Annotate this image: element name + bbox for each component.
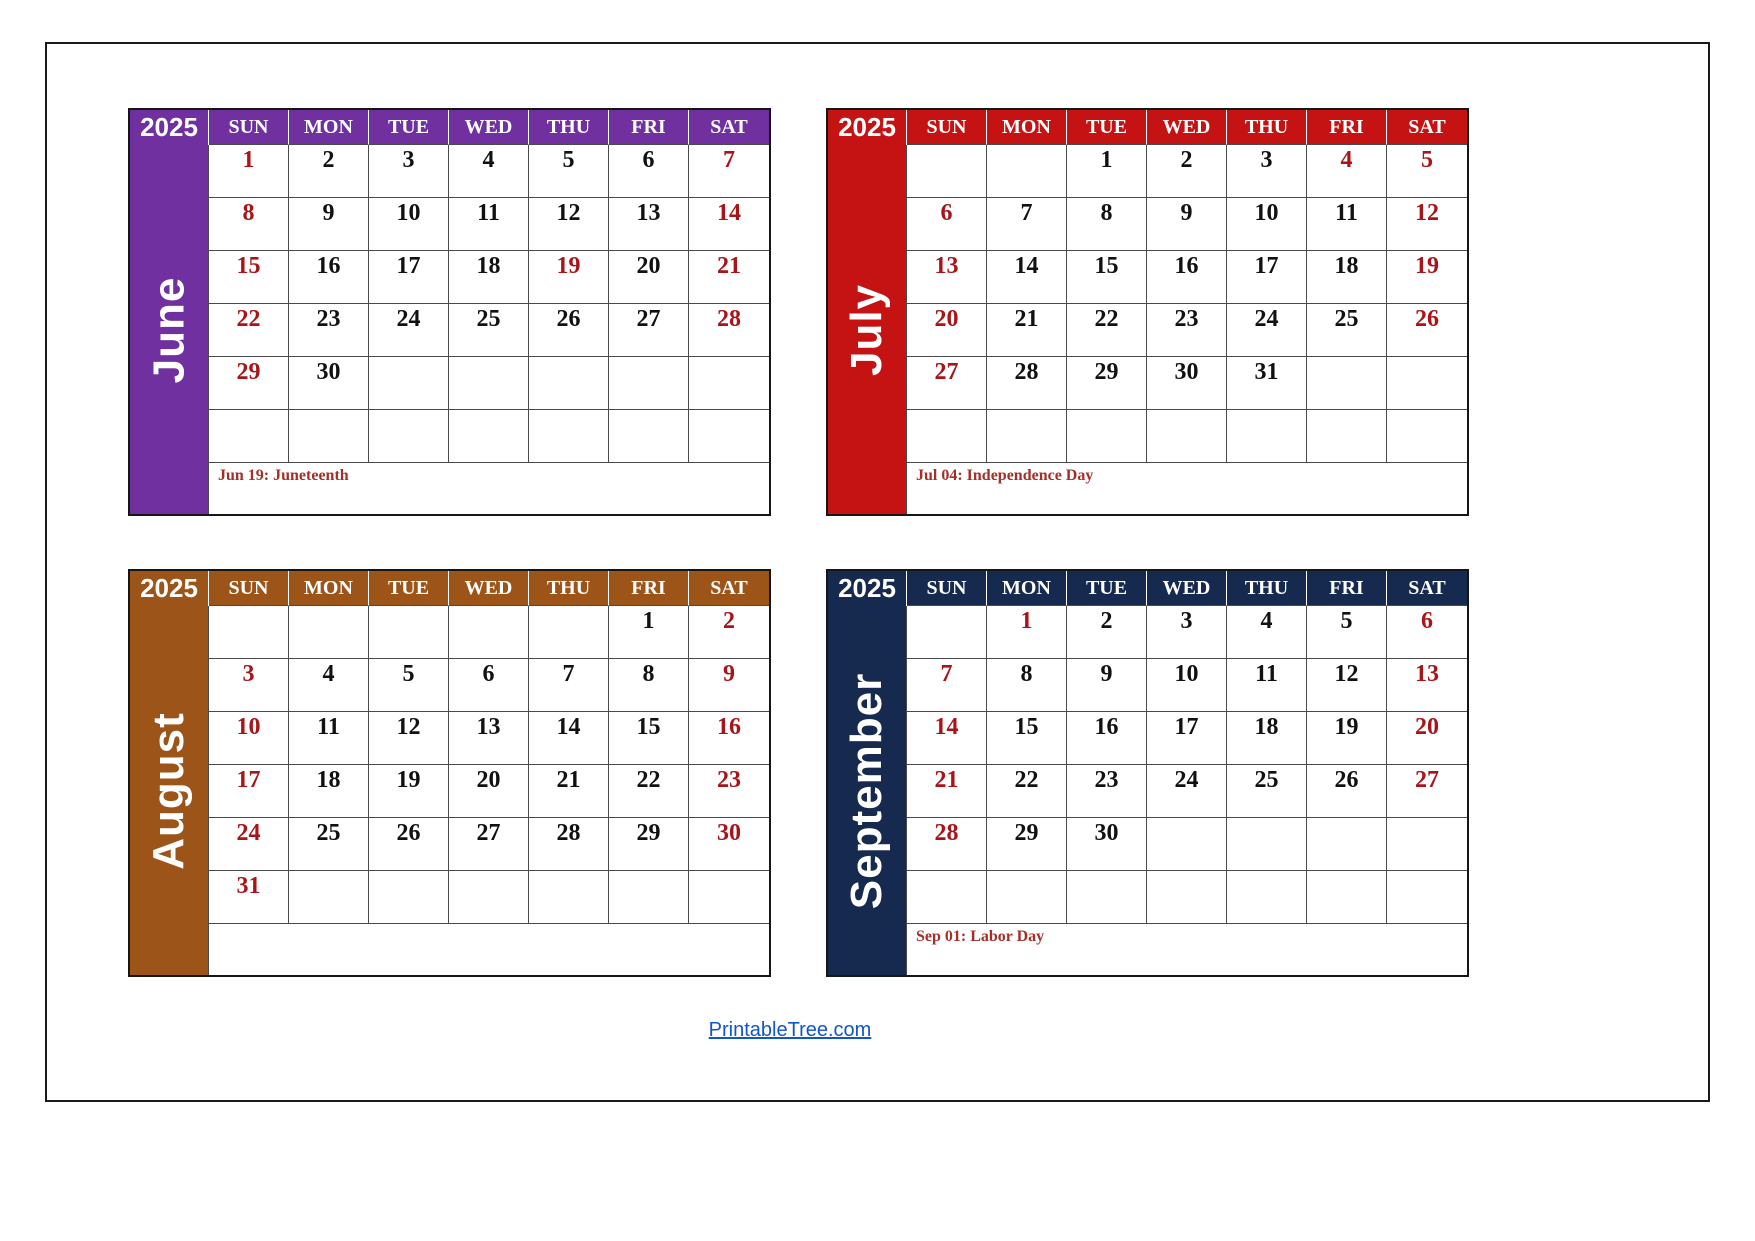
date-cell — [1067, 410, 1147, 463]
date-cell: 14 — [529, 712, 609, 765]
day-header-fri: FRI — [609, 110, 689, 145]
date-cell — [987, 145, 1067, 198]
date-cell: 18 — [289, 765, 369, 818]
calendar-july — [826, 108, 1469, 516]
day-header-sun: SUN — [907, 110, 987, 145]
day-header-sat: SAT — [689, 110, 769, 145]
date-cell: 5 — [529, 145, 609, 198]
date-cell: 10 — [209, 712, 289, 765]
date-cell — [1227, 818, 1307, 871]
date-cell: 30 — [1067, 818, 1147, 871]
date-cell: 1 — [987, 606, 1067, 659]
day-header-fri: FRI — [1307, 571, 1387, 606]
date-cell: 12 — [1387, 198, 1467, 251]
day-header-mon: MON — [289, 110, 369, 145]
date-cell: 29 — [209, 357, 289, 410]
date-cell: 3 — [1147, 606, 1227, 659]
date-cell: 24 — [1227, 304, 1307, 357]
date-cell — [1227, 410, 1307, 463]
date-cell: 1 — [1067, 145, 1147, 198]
date-cell: 2 — [289, 145, 369, 198]
date-cell: 13 — [1387, 659, 1467, 712]
date-cell — [449, 410, 529, 463]
date-cell: 17 — [209, 765, 289, 818]
date-cell — [1067, 871, 1147, 924]
date-cell: 22 — [609, 765, 689, 818]
month-sidebar — [130, 145, 209, 514]
date-cell — [1307, 410, 1387, 463]
date-cell: 31 — [1227, 357, 1307, 410]
date-cell: 9 — [689, 659, 769, 712]
date-cell: 26 — [1387, 304, 1467, 357]
date-cell: 19 — [1307, 712, 1387, 765]
date-cell: 19 — [1387, 251, 1467, 304]
date-cell: 27 — [1387, 765, 1467, 818]
date-cell: 3 — [1227, 145, 1307, 198]
month-label: July — [842, 283, 892, 376]
date-cell — [609, 357, 689, 410]
date-cell: 16 — [1147, 251, 1227, 304]
date-cell: 6 — [907, 198, 987, 251]
date-cell: 4 — [1307, 145, 1387, 198]
date-cell: 14 — [689, 198, 769, 251]
date-cell: 8 — [987, 659, 1067, 712]
date-cell — [529, 410, 609, 463]
date-cell: 22 — [209, 304, 289, 357]
date-cell: 4 — [449, 145, 529, 198]
date-cell: 27 — [907, 357, 987, 410]
date-cell: 9 — [289, 198, 369, 251]
day-header-mon: MON — [289, 571, 369, 606]
month-sidebar — [828, 145, 907, 514]
date-cell — [1387, 357, 1467, 410]
date-cell — [609, 410, 689, 463]
holiday-note: Jul 04: Independence Day — [907, 463, 1467, 514]
date-cell: 8 — [209, 198, 289, 251]
date-cell: 16 — [289, 251, 369, 304]
day-header-thu: THU — [1227, 571, 1307, 606]
day-header-sat: SAT — [1387, 571, 1467, 606]
day-header-tue: TUE — [1067, 571, 1147, 606]
calendar-september — [826, 569, 1469, 977]
date-cell: 11 — [1307, 198, 1387, 251]
date-cell: 16 — [1067, 712, 1147, 765]
month-label: August — [144, 711, 193, 870]
date-cell — [1307, 357, 1387, 410]
day-header-tue: TUE — [1067, 110, 1147, 145]
footer — [45, 1019, 1535, 1042]
date-cell: 23 — [1067, 765, 1147, 818]
date-cell: 21 — [689, 251, 769, 304]
date-cell: 21 — [529, 765, 609, 818]
date-cell: 20 — [449, 765, 529, 818]
date-cell — [1147, 818, 1227, 871]
date-cell — [449, 606, 529, 659]
date-cell: 17 — [1147, 712, 1227, 765]
date-cell: 15 — [1067, 251, 1147, 304]
date-cell: 7 — [907, 659, 987, 712]
date-cell: 2 — [1067, 606, 1147, 659]
date-cell — [209, 606, 289, 659]
date-cell: 5 — [1307, 606, 1387, 659]
date-cell — [289, 410, 369, 463]
date-cell: 30 — [1147, 357, 1227, 410]
date-cell: 2 — [689, 606, 769, 659]
date-cell — [449, 357, 529, 410]
date-cell: 2 — [1147, 145, 1227, 198]
date-cell — [449, 871, 529, 924]
date-cell — [609, 871, 689, 924]
date-cell — [907, 410, 987, 463]
date-cell: 28 — [529, 818, 609, 871]
date-cell — [369, 606, 449, 659]
date-cell — [369, 357, 449, 410]
year-label: 2025 — [828, 571, 907, 606]
date-cell: 14 — [987, 251, 1067, 304]
day-header-wed: WED — [1147, 110, 1227, 145]
date-cell: 30 — [689, 818, 769, 871]
month-sidebar — [130, 606, 209, 975]
date-cell: 23 — [1147, 304, 1227, 357]
date-cell: 29 — [1067, 357, 1147, 410]
date-cell: 10 — [1227, 198, 1307, 251]
date-cell — [907, 606, 987, 659]
month-label: June — [144, 276, 194, 383]
date-cell: 28 — [907, 818, 987, 871]
day-header-wed: WED — [449, 571, 529, 606]
date-cell — [529, 871, 609, 924]
date-cell — [1307, 818, 1387, 871]
date-cell: 17 — [369, 251, 449, 304]
day-header-sun: SUN — [209, 571, 289, 606]
calendar-june — [128, 108, 771, 516]
day-header-sat: SAT — [1387, 110, 1467, 145]
date-cell: 28 — [987, 357, 1067, 410]
printabletree-link[interactable]: PrintableTree.com — [708, 1019, 872, 1041]
date-cell: 12 — [1307, 659, 1387, 712]
date-cell: 27 — [449, 818, 529, 871]
date-cell: 7 — [529, 659, 609, 712]
date-cell: 16 — [689, 712, 769, 765]
date-cell — [1387, 871, 1467, 924]
day-header-sun: SUN — [907, 571, 987, 606]
year-label: 2025 — [130, 571, 209, 606]
date-cell: 13 — [449, 712, 529, 765]
date-cell — [689, 871, 769, 924]
date-cell: 29 — [987, 818, 1067, 871]
date-cell: 1 — [609, 606, 689, 659]
date-cell: 11 — [449, 198, 529, 251]
date-cell: 26 — [369, 818, 449, 871]
date-cell: 23 — [689, 765, 769, 818]
day-header-tue: TUE — [369, 110, 449, 145]
date-cell: 12 — [369, 712, 449, 765]
date-cell: 1 — [209, 145, 289, 198]
date-cell: 15 — [987, 712, 1067, 765]
date-cell: 6 — [609, 145, 689, 198]
calendar-august — [128, 569, 771, 977]
year-label: 2025 — [828, 110, 907, 145]
date-cell: 25 — [1227, 765, 1307, 818]
holiday-note: Sep 01: Labor Day — [907, 924, 1467, 975]
date-cell — [907, 871, 987, 924]
date-cell — [289, 606, 369, 659]
date-cell: 21 — [907, 765, 987, 818]
day-header-thu: THU — [1227, 110, 1307, 145]
date-cell: 19 — [529, 251, 609, 304]
date-cell: 24 — [209, 818, 289, 871]
month-sidebar — [828, 606, 907, 975]
date-cell — [529, 357, 609, 410]
date-cell: 13 — [609, 198, 689, 251]
day-header-sat: SAT — [689, 571, 769, 606]
date-cell: 17 — [1227, 251, 1307, 304]
date-cell: 15 — [609, 712, 689, 765]
day-header-mon: MON — [987, 571, 1067, 606]
day-header-fri: FRI — [609, 571, 689, 606]
year-label: 2025 — [130, 110, 209, 145]
date-cell: 7 — [987, 198, 1067, 251]
date-cell: 7 — [689, 145, 769, 198]
date-cell: 20 — [1387, 712, 1467, 765]
date-cell — [209, 410, 289, 463]
date-cell — [369, 871, 449, 924]
date-cell: 9 — [1067, 659, 1147, 712]
date-cell: 25 — [1307, 304, 1387, 357]
day-header-mon: MON — [987, 110, 1067, 145]
date-cell — [1147, 871, 1227, 924]
date-cell: 4 — [1227, 606, 1307, 659]
holiday-note — [209, 924, 769, 975]
date-cell: 4 — [289, 659, 369, 712]
date-cell — [1387, 410, 1467, 463]
date-cell — [369, 410, 449, 463]
date-cell — [689, 410, 769, 463]
date-cell: 19 — [369, 765, 449, 818]
date-cell: 15 — [209, 251, 289, 304]
day-header-fri: FRI — [1307, 110, 1387, 145]
day-header-wed: WED — [449, 110, 529, 145]
date-cell: 28 — [689, 304, 769, 357]
date-cell: 10 — [369, 198, 449, 251]
date-cell: 6 — [449, 659, 529, 712]
date-cell: 6 — [1387, 606, 1467, 659]
day-header-tue: TUE — [369, 571, 449, 606]
date-cell — [1387, 818, 1467, 871]
date-cell: 25 — [289, 818, 369, 871]
date-cell: 18 — [1307, 251, 1387, 304]
day-header-thu: THU — [529, 110, 609, 145]
date-cell: 3 — [209, 659, 289, 712]
date-cell — [689, 357, 769, 410]
date-cell: 18 — [1227, 712, 1307, 765]
date-cell: 13 — [907, 251, 987, 304]
day-header-wed: WED — [1147, 571, 1227, 606]
date-cell: 30 — [289, 357, 369, 410]
date-cell: 12 — [529, 198, 609, 251]
date-cell: 26 — [1307, 765, 1387, 818]
date-cell: 20 — [609, 251, 689, 304]
date-cell — [1147, 410, 1227, 463]
date-cell: 3 — [369, 145, 449, 198]
date-cell: 8 — [609, 659, 689, 712]
date-cell: 5 — [369, 659, 449, 712]
date-cell — [987, 871, 1067, 924]
date-cell: 11 — [1227, 659, 1307, 712]
date-cell — [529, 606, 609, 659]
date-cell: 31 — [209, 871, 289, 924]
date-cell — [1227, 871, 1307, 924]
date-cell: 29 — [609, 818, 689, 871]
date-cell: 27 — [609, 304, 689, 357]
date-cell: 11 — [289, 712, 369, 765]
date-cell: 23 — [289, 304, 369, 357]
date-cell: 26 — [529, 304, 609, 357]
date-cell: 25 — [449, 304, 529, 357]
day-header-thu: THU — [529, 571, 609, 606]
date-cell — [1307, 871, 1387, 924]
date-cell — [289, 871, 369, 924]
date-cell: 24 — [1147, 765, 1227, 818]
date-cell: 21 — [987, 304, 1067, 357]
day-header-sun: SUN — [209, 110, 289, 145]
date-cell: 8 — [1067, 198, 1147, 251]
date-cell: 22 — [987, 765, 1067, 818]
date-cell: 5 — [1387, 145, 1467, 198]
date-cell — [987, 410, 1067, 463]
date-cell — [907, 145, 987, 198]
date-cell: 9 — [1147, 198, 1227, 251]
date-cell: 10 — [1147, 659, 1227, 712]
date-cell: 20 — [907, 304, 987, 357]
month-label: September — [842, 672, 892, 909]
date-cell: 22 — [1067, 304, 1147, 357]
date-cell: 24 — [369, 304, 449, 357]
holiday-note: Jun 19: Juneteenth — [209, 463, 769, 514]
date-cell: 18 — [449, 251, 529, 304]
date-cell: 14 — [907, 712, 987, 765]
